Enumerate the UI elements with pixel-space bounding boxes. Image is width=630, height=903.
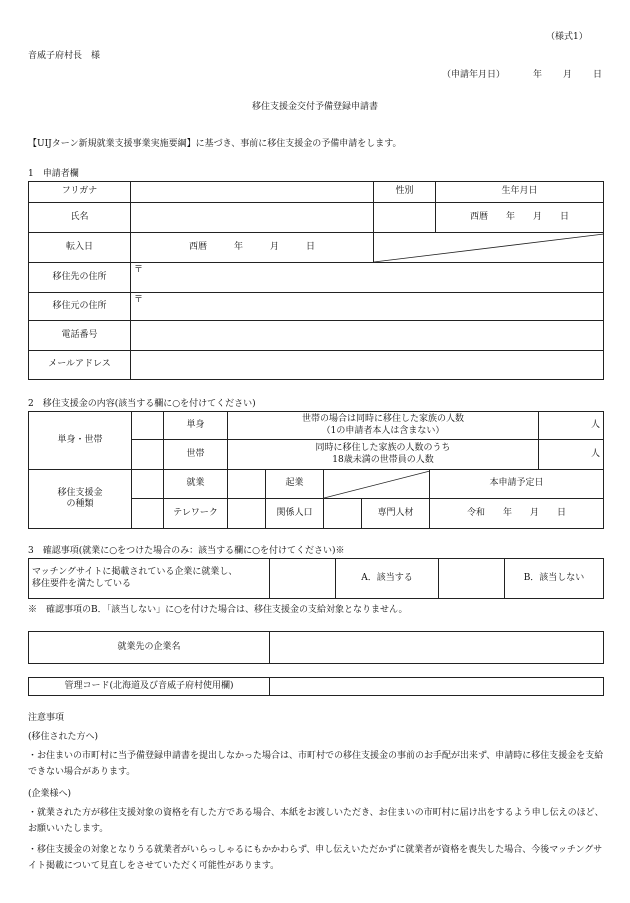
admin-code-label: 管理コード(北海道及び音威子府村使用欄) bbox=[29, 678, 270, 696]
companies-note-1: ・就業された方が移住支援対象の資格を有した方である場合、本紙をお渡しいただき、お住まいの市町村に届け出をするよう申し伝えのほど、お願いいたします。 bbox=[28, 808, 604, 834]
old-address-label: 移住元の住所 bbox=[29, 293, 131, 321]
telework-mark-field[interactable] bbox=[132, 499, 164, 529]
postal-mark: 〒 bbox=[134, 265, 144, 275]
gender-label: 性別 bbox=[374, 182, 436, 203]
option-b-label: B．該当しない bbox=[505, 559, 604, 599]
family-count-field[interactable] bbox=[539, 412, 604, 440]
support-type-label bbox=[29, 470, 132, 529]
confirmation-footnote: ※ 確認事項のB．「該当しない」に○を付けた場合は、移住支援金の支給対象となりません。 bbox=[28, 605, 408, 615]
family-count-label bbox=[228, 412, 539, 440]
movers-heading: (移住された方へ) bbox=[28, 732, 99, 742]
household-label: 世帯 bbox=[164, 440, 228, 470]
planned-date-label: 本申請予定日 bbox=[430, 470, 604, 499]
notes-heading: 注意事項 bbox=[28, 713, 65, 723]
admin-code-field[interactable] bbox=[270, 678, 604, 696]
support-content-table bbox=[28, 411, 604, 529]
company-table bbox=[28, 631, 604, 664]
employment-label: 就業 bbox=[164, 470, 228, 499]
section3-heading: 3 確認事項(就業に○をつけた場合のみ：該当する欄に○を付けてください)※ bbox=[28, 546, 345, 556]
move-date-field[interactable]: 西暦 年 月 日 bbox=[131, 233, 374, 263]
diagonal-line bbox=[374, 233, 604, 263]
email-label: メールアドレス bbox=[29, 351, 131, 380]
old-address-field[interactable] bbox=[131, 293, 604, 321]
related-population-label: 関係人口 bbox=[266, 499, 324, 529]
section1-heading: 1 申請者欄 bbox=[28, 169, 79, 179]
household-mark-field[interactable] bbox=[132, 440, 164, 470]
startup-label: 起業 bbox=[266, 470, 324, 499]
employment-mark-field[interactable] bbox=[132, 470, 164, 499]
support-type-line2: の種類 bbox=[66, 499, 94, 509]
confirmation-table bbox=[28, 558, 604, 599]
option-b-mark-field[interactable] bbox=[439, 559, 505, 599]
related-population-mark-field[interactable] bbox=[228, 499, 266, 529]
furigana-label: フリガナ bbox=[29, 182, 131, 203]
question-line1: マッチングサイトに掲載されている企業に就業し、 bbox=[32, 567, 238, 578]
document-title: 移住支援金交付予備登録申請書 bbox=[251, 102, 378, 112]
email-field[interactable] bbox=[131, 351, 604, 380]
startup-mark-field[interactable] bbox=[228, 470, 266, 499]
movers-note: ・お住まいの市町村に当予備登録申請書を提出しなかった場合は、市町村での移住支援金の事前のお手配が出来ず、申請時に移住支援金を支給できない場合があります。 bbox=[28, 751, 604, 777]
option-a-mark-field[interactable] bbox=[270, 559, 336, 599]
person-unit: 人 bbox=[591, 448, 601, 459]
matching-site-question bbox=[29, 559, 270, 599]
family-count-line2: （1の申請者本人は含まない） bbox=[321, 425, 445, 436]
apply-date-month[interactable]: 月 bbox=[563, 70, 573, 80]
minor-count-field[interactable] bbox=[539, 440, 604, 470]
company-label: 就業先の企業名 bbox=[29, 632, 270, 664]
support-type-line1: 移住支援金 bbox=[57, 487, 103, 498]
form-number: （様式1） bbox=[546, 32, 588, 42]
specialist-label: 専門人材 bbox=[362, 499, 430, 529]
single-label: 単身 bbox=[164, 412, 228, 440]
minor-count-label bbox=[228, 440, 539, 470]
startup-blank bbox=[324, 470, 430, 499]
move-date-blank bbox=[374, 233, 604, 263]
company-field[interactable] bbox=[270, 632, 604, 664]
minor-count-line2: 18歳未満の世帯員の人数 bbox=[332, 454, 434, 465]
move-date-label: 転入日 bbox=[29, 233, 131, 263]
name-label: 氏名 bbox=[29, 203, 131, 233]
person-unit: 人 bbox=[591, 419, 601, 430]
family-count-line1: 世帯の場合は同時に移住した家族の人数 bbox=[302, 414, 465, 425]
apply-date-label: （申請年月日） bbox=[442, 70, 506, 80]
single-household-label: 単身・世帯 bbox=[29, 412, 132, 470]
name-field[interactable] bbox=[131, 203, 374, 233]
phone-field[interactable] bbox=[131, 321, 604, 351]
specialist-mark-field[interactable] bbox=[324, 499, 362, 529]
minor-count-line1: 同時に移住した家族の人数のうち bbox=[315, 443, 451, 454]
gender-field[interactable] bbox=[374, 203, 436, 233]
applicant-table bbox=[28, 181, 604, 380]
planned-date-field[interactable]: 令和 年 月 日 bbox=[430, 499, 604, 529]
new-address-label: 移住先の住所 bbox=[29, 263, 131, 293]
birthdate-label: 生年月日 bbox=[436, 182, 604, 203]
phone-label: 電話番号 bbox=[29, 321, 131, 351]
intro-text: 【UIJターン新規就業支援事業実施要綱】に基づき、事前に移住支援金の予備申請をします。 bbox=[28, 139, 402, 149]
question-line2: 移住要件を満たしている bbox=[32, 578, 132, 589]
birthdate-field[interactable]: 西暦 年 月 日 bbox=[436, 203, 604, 233]
apply-date-day[interactable]: 日 bbox=[593, 70, 603, 80]
postal-mark: 〒 bbox=[134, 295, 144, 305]
addressee: 音威子府村長 様 bbox=[28, 51, 101, 61]
diagonal-line bbox=[324, 470, 430, 499]
option-a-label: A．該当する bbox=[336, 559, 439, 599]
companies-note-2: ・移住支援金の対象となりうる就業者がいらっしゃるにもかかわらず、申し伝えいただかずに就業者が資格を喪失した場合、今後マッチングサイト掲載について見直しをさせていただく可能性があります。 bbox=[28, 845, 603, 871]
telework-label: テレワーク bbox=[164, 499, 228, 529]
admin-code-table bbox=[28, 677, 604, 696]
apply-date-year[interactable]: 年 bbox=[533, 70, 543, 80]
single-mark-field[interactable] bbox=[132, 412, 164, 440]
section2-heading: 2 移住支援金の内容(該当する欄に○を付けてください) bbox=[28, 399, 256, 409]
companies-heading: (企業様へ) bbox=[28, 789, 72, 799]
new-address-field[interactable] bbox=[131, 263, 604, 293]
furigana-field[interactable] bbox=[131, 182, 374, 203]
